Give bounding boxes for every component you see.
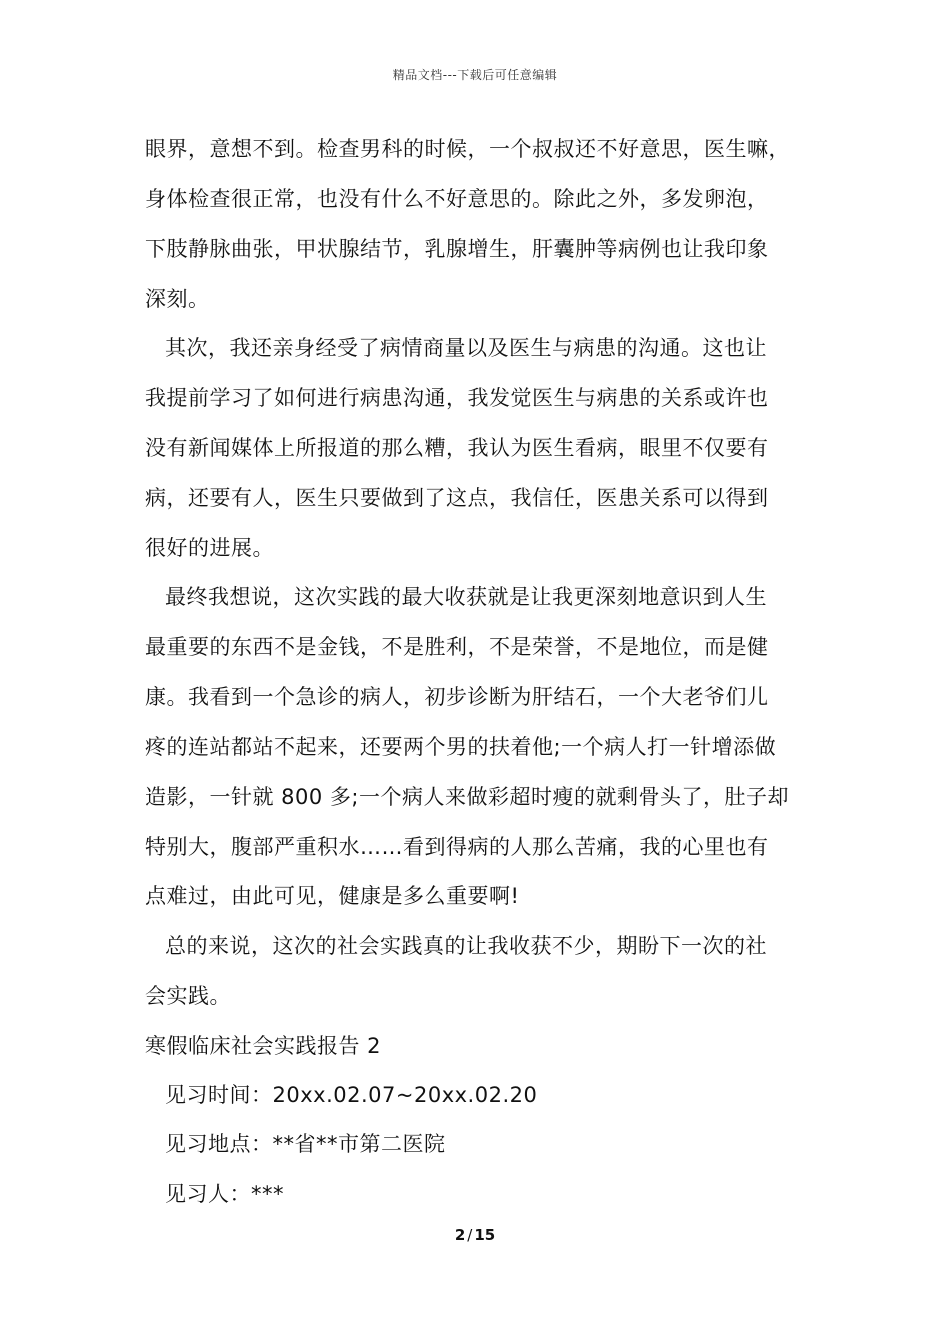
practice-location: 见习地点：**省**市第二医院	[165, 1132, 446, 1156]
body-line: 会实践。	[145, 984, 231, 1008]
body-line: 疼的连站都站不起来，还要两个男的扶着他;一个病人打一针增添做	[145, 735, 777, 759]
practice-time: 见习时间：20xx.02.07~20xx.02.20	[165, 1083, 538, 1107]
body-line: 我提前学习了如何进行病患沟通，我发觉医生与病患的关系或许也	[145, 386, 769, 410]
body-line: 其次，我还亲身经受了病情商量以及医生与病患的沟通。这也让	[165, 336, 767, 360]
body-line: 造影，一针就 800 多;一个病人来做彩超时瘦的就剩骨头了，肚子却	[145, 785, 790, 809]
body-line: 康。我看到一个急诊的病人，初步诊断为肝结石，一个大老爷们儿	[145, 685, 769, 709]
body-line: 总的来说，这次的社会实践真的让我收获不少，期盼下一次的社	[165, 934, 767, 958]
page-separator: /	[467, 1226, 473, 1244]
body-line: 没有新闻媒体上所报道的那么糟，我认为医生看病，眼里不仅要有	[145, 436, 769, 460]
page-current: 2	[454, 1226, 466, 1244]
body-line: 深刻。	[145, 287, 210, 311]
page-total: 15	[474, 1226, 496, 1244]
page-number	[0, 1226, 950, 1244]
body-line: 最终我想说，这次实践的最大收获就是让我更深刻地意识到人生	[165, 585, 767, 609]
body-line: 病，还要有人，医生只要做到了这点，我信任，医患关系可以得到	[145, 486, 769, 510]
body-line: 特别大，腹部严重积水……看到得病的人那么苦痛，我的心里也有	[145, 835, 769, 859]
page-header: 精品文档---下载后可任意编辑	[392, 68, 558, 82]
body-line: 身体检查很正常，也没有什么不好意思的。除此之外，多发卵泡，	[145, 187, 769, 211]
section-title: 寒假临床社会实践报告 2	[145, 1034, 382, 1058]
body-line: 点难过，由此可见，健康是多么重要啊!	[145, 884, 520, 908]
body-line: 最重要的东西不是金钱，不是胜利，不是荣誉，不是地位，而是健	[145, 635, 769, 659]
body-line: 下肢静脉曲张，甲状腺结节，乳腺增生，肝囊肿等病例也让我印象	[145, 237, 769, 261]
practice-person: 见习人：***	[165, 1182, 284, 1206]
body-line: 眼界，意想不到。检查男科的时候，一个叔叔还不好意思，医生嘛，	[145, 137, 790, 161]
body-line: 很好的进展。	[145, 536, 274, 560]
